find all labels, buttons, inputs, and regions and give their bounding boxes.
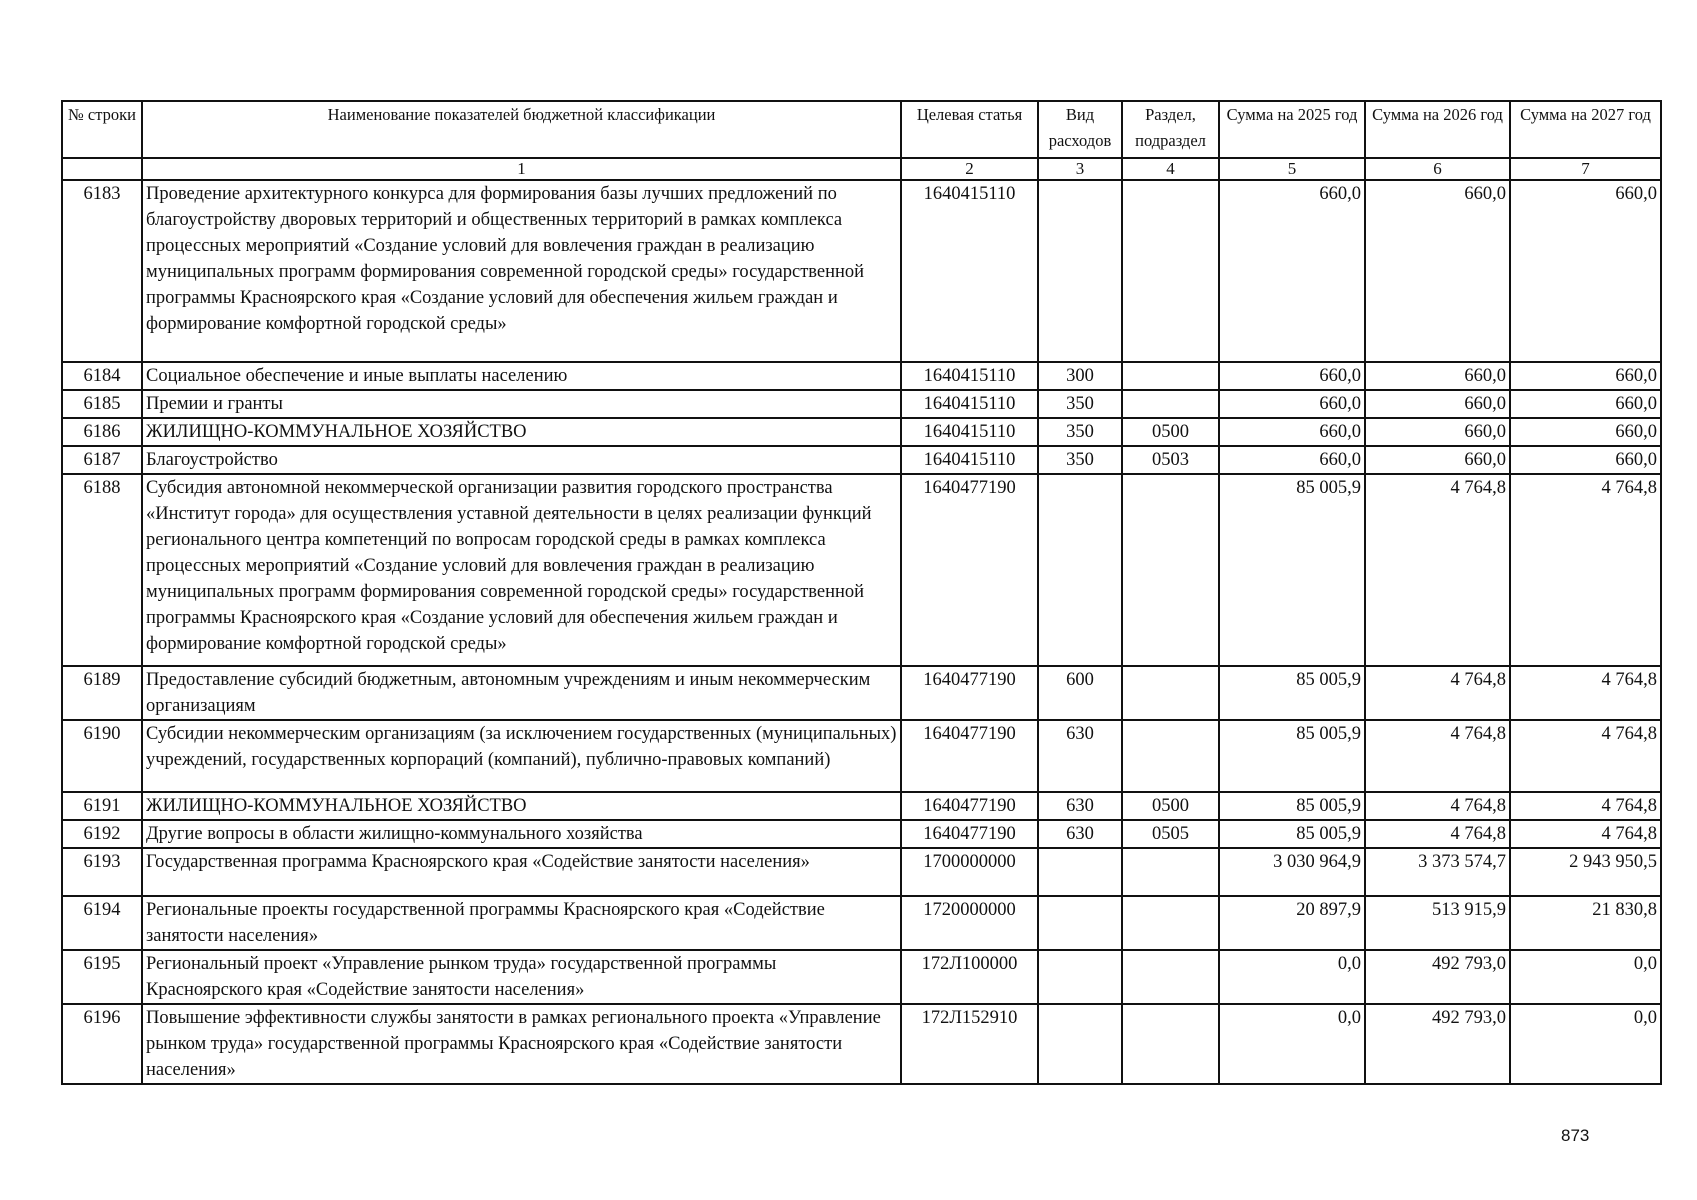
column-number: 1 xyxy=(142,158,901,180)
expense-type-cell: 300 xyxy=(1038,362,1122,390)
expense-type-cell xyxy=(1038,950,1122,1004)
table-row xyxy=(62,362,1661,390)
row-name-cell: Субсидии некоммерческим организациям (за исключением государственных (муниципальных) учреждений, государственных корпораций (компаний), публично-правовых компаний) xyxy=(142,720,901,792)
table-row xyxy=(62,666,1661,720)
row-number-cell: 6188 xyxy=(62,474,142,666)
table-body xyxy=(62,180,1661,1084)
header-name: Наименование показателей бюджетной классификации xyxy=(142,101,901,158)
table-row xyxy=(62,1004,1661,1084)
sum-2026-cell: 660,0 xyxy=(1365,446,1510,474)
target-article-cell: 1640415110 xyxy=(901,418,1038,446)
table-header-row xyxy=(62,101,1661,158)
sum-2027-cell: 0,0 xyxy=(1510,1004,1661,1084)
sum-2025-cell: 660,0 xyxy=(1219,362,1365,390)
sum-2026-cell: 660,0 xyxy=(1365,418,1510,446)
header-sum-2025: Сумма на 2025 год xyxy=(1219,101,1365,158)
sum-2027-cell: 4 764,8 xyxy=(1510,720,1661,792)
sum-2026-cell: 660,0 xyxy=(1365,362,1510,390)
expense-type-cell: 350 xyxy=(1038,390,1122,418)
table-row xyxy=(62,446,1661,474)
table-row xyxy=(62,720,1661,792)
expense-type-cell xyxy=(1038,848,1122,896)
row-number-cell: 6191 xyxy=(62,792,142,820)
target-article-cell: 172Л100000 xyxy=(901,950,1038,1004)
row-name-cell: Благоустройство xyxy=(142,446,901,474)
section-cell xyxy=(1122,666,1219,720)
target-article-cell: 1640415110 xyxy=(901,446,1038,474)
target-article-cell: 1640477190 xyxy=(901,474,1038,666)
column-numbers-row xyxy=(62,158,1661,180)
row-number-cell: 6194 xyxy=(62,896,142,950)
sum-2027-cell: 660,0 xyxy=(1510,418,1661,446)
row-number-cell: 6189 xyxy=(62,666,142,720)
sum-2026-cell: 492 793,0 xyxy=(1365,950,1510,1004)
expense-type-cell xyxy=(1038,896,1122,950)
section-cell xyxy=(1122,720,1219,792)
column-number: 2 xyxy=(901,158,1038,180)
table-row xyxy=(62,474,1661,666)
section-cell xyxy=(1122,390,1219,418)
table-row xyxy=(62,390,1661,418)
table-row xyxy=(62,820,1661,848)
target-article-cell: 1640477190 xyxy=(901,820,1038,848)
sum-2025-cell: 660,0 xyxy=(1219,390,1365,418)
expense-type-cell: 630 xyxy=(1038,792,1122,820)
column-number: 4 xyxy=(1122,158,1219,180)
table-row xyxy=(62,896,1661,950)
section-cell xyxy=(1122,180,1219,362)
sum-2027-cell: 660,0 xyxy=(1510,362,1661,390)
sum-2026-cell: 4 764,8 xyxy=(1365,792,1510,820)
table-row xyxy=(62,180,1661,362)
row-number-cell: 6183 xyxy=(62,180,142,362)
sum-2026-cell: 3 373 574,7 xyxy=(1365,848,1510,896)
row-name-cell: ЖИЛИЩНО-КОММУНАЛЬНОЕ ХОЗЯЙСТВО xyxy=(142,792,901,820)
target-article-cell: 172Л152910 xyxy=(901,1004,1038,1084)
target-article-cell: 1640415110 xyxy=(901,362,1038,390)
expense-type-cell xyxy=(1038,1004,1122,1084)
row-name-cell: Социальное обеспечение и иные выплаты населению xyxy=(142,362,901,390)
row-name-cell: Региональные проекты государственной программы Красноярского края «Содействие занятости населения» xyxy=(142,896,901,950)
sum-2027-cell: 660,0 xyxy=(1510,390,1661,418)
sum-2025-cell: 0,0 xyxy=(1219,950,1365,1004)
sum-2025-cell: 660,0 xyxy=(1219,180,1365,362)
target-article-cell: 1640477190 xyxy=(901,720,1038,792)
table-row xyxy=(62,950,1661,1004)
sum-2025-cell: 85 005,9 xyxy=(1219,792,1365,820)
header-expense-type: Вид расходов xyxy=(1038,101,1122,158)
section-cell xyxy=(1122,1004,1219,1084)
section-cell: 0500 xyxy=(1122,792,1219,820)
budget-table xyxy=(61,100,1662,1085)
row-number-cell: 6187 xyxy=(62,446,142,474)
page-number: 873 xyxy=(1561,1126,1590,1145)
expense-type-cell xyxy=(1038,180,1122,362)
row-name-cell: Проведение архитектурного конкурса для формирования базы лучших предложений по благоустройству дворовых территорий и общественных территорий в рамках комплекса процессных мероприятий «Создание условий для вовлечения граждан в реализацию муниципальных программ формирования современной городской среды» государственной программы Красноярского края «Создание условий для обеспечения жильем граждан и формирование комфортной городской среды» xyxy=(142,180,901,362)
target-article-cell: 1640477190 xyxy=(901,792,1038,820)
row-name-cell: ЖИЛИЩНО-КОММУНАЛЬНОЕ ХОЗЯЙСТВО xyxy=(142,418,901,446)
header-section: Раздел, подраздел xyxy=(1122,101,1219,158)
sum-2025-cell: 3 030 964,9 xyxy=(1219,848,1365,896)
sum-2027-cell: 660,0 xyxy=(1510,180,1661,362)
row-number-cell: 6192 xyxy=(62,820,142,848)
row-name-cell: Субсидия автономной некоммерческой организации развития городского пространства «Институт города» для осуществления уставной деятельности в целях реализации функций регионального центра компетенций по вопросам городской среды в рамках комплекса процессных мероприятий «Создание условий для вовлечения граждан в реализацию муниципальных программ формирования современной городской среды» государственной программы Красноярского края «Создание условий для обеспечения жильем граждан и формирование комфортной городской среды» xyxy=(142,474,901,666)
row-name-cell: Предоставление субсидий бюджетным, автономным учреждениям и иным некоммерческим организациям xyxy=(142,666,901,720)
row-name-cell: Другие вопросы в области жилищно-коммунального хозяйства xyxy=(142,820,901,848)
sum-2026-cell: 4 764,8 xyxy=(1365,474,1510,666)
target-article-cell: 1640415110 xyxy=(901,180,1038,362)
sum-2026-cell: 4 764,8 xyxy=(1365,820,1510,848)
column-number: 3 xyxy=(1038,158,1122,180)
sum-2027-cell: 4 764,8 xyxy=(1510,474,1661,666)
row-number-cell: 6186 xyxy=(62,418,142,446)
header-row-number: № строки xyxy=(62,101,142,158)
expense-type-cell: 630 xyxy=(1038,820,1122,848)
row-number-cell: 6184 xyxy=(62,362,142,390)
expense-type-cell: 600 xyxy=(1038,666,1122,720)
sum-2027-cell: 0,0 xyxy=(1510,950,1661,1004)
row-number-cell: 6193 xyxy=(62,848,142,896)
column-number: 6 xyxy=(1365,158,1510,180)
expense-type-cell: 350 xyxy=(1038,418,1122,446)
row-number-cell: 6185 xyxy=(62,390,142,418)
section-cell: 0500 xyxy=(1122,418,1219,446)
expense-type-cell xyxy=(1038,474,1122,666)
section-cell: 0503 xyxy=(1122,446,1219,474)
table-row xyxy=(62,792,1661,820)
target-article-cell: 1640477190 xyxy=(901,666,1038,720)
sum-2025-cell: 85 005,9 xyxy=(1219,820,1365,848)
sum-2027-cell: 2 943 950,5 xyxy=(1510,848,1661,896)
row-name-cell: Премии и гранты xyxy=(142,390,901,418)
sum-2025-cell: 85 005,9 xyxy=(1219,720,1365,792)
sum-2027-cell: 4 764,8 xyxy=(1510,792,1661,820)
table-row xyxy=(62,418,1661,446)
sum-2026-cell: 513 915,9 xyxy=(1365,896,1510,950)
sum-2025-cell: 85 005,9 xyxy=(1219,666,1365,720)
target-article-cell: 1700000000 xyxy=(901,848,1038,896)
row-number-cell: 6196 xyxy=(62,1004,142,1084)
target-article-cell: 1720000000 xyxy=(901,896,1038,950)
row-number-cell: 6190 xyxy=(62,720,142,792)
section-cell xyxy=(1122,950,1219,1004)
table-row xyxy=(62,848,1661,896)
sum-2026-cell: 660,0 xyxy=(1365,180,1510,362)
section-cell xyxy=(1122,896,1219,950)
section-cell xyxy=(1122,474,1219,666)
sum-2025-cell: 85 005,9 xyxy=(1219,474,1365,666)
column-number: 7 xyxy=(1510,158,1661,180)
section-cell xyxy=(1122,848,1219,896)
column-number-blank xyxy=(62,158,142,180)
header-target-article: Целевая статья xyxy=(901,101,1038,158)
target-article-cell: 1640415110 xyxy=(901,390,1038,418)
expense-type-cell: 630 xyxy=(1038,720,1122,792)
sum-2025-cell: 0,0 xyxy=(1219,1004,1365,1084)
sum-2025-cell: 20 897,9 xyxy=(1219,896,1365,950)
sum-2026-cell: 4 764,8 xyxy=(1365,666,1510,720)
row-number-cell: 6195 xyxy=(62,950,142,1004)
sum-2026-cell: 492 793,0 xyxy=(1365,1004,1510,1084)
sum-2027-cell: 4 764,8 xyxy=(1510,666,1661,720)
column-number: 5 xyxy=(1219,158,1365,180)
row-name-cell: Государственная программа Красноярского края «Содействие занятости населения» xyxy=(142,848,901,896)
row-name-cell: Региональный проект «Управление рынком труда» государственной программы Красноярского края «Содействие занятости населения» xyxy=(142,950,901,1004)
header-sum-2026: Сумма на 2026 год xyxy=(1365,101,1510,158)
expense-type-cell: 350 xyxy=(1038,446,1122,474)
sum-2026-cell: 660,0 xyxy=(1365,390,1510,418)
sum-2027-cell: 4 764,8 xyxy=(1510,820,1661,848)
section-cell: 0505 xyxy=(1122,820,1219,848)
sum-2025-cell: 660,0 xyxy=(1219,446,1365,474)
sum-2027-cell: 21 830,8 xyxy=(1510,896,1661,950)
sum-2025-cell: 660,0 xyxy=(1219,418,1365,446)
section-cell xyxy=(1122,362,1219,390)
sum-2027-cell: 660,0 xyxy=(1510,446,1661,474)
header-sum-2027: Сумма на 2027 год xyxy=(1510,101,1661,158)
sum-2026-cell: 4 764,8 xyxy=(1365,720,1510,792)
row-name-cell: Повышение эффективности службы занятости в рамках регионального проекта «Управление рынком труда» государственной программы Красноярского края «Содействие занятости населения» xyxy=(142,1004,901,1084)
